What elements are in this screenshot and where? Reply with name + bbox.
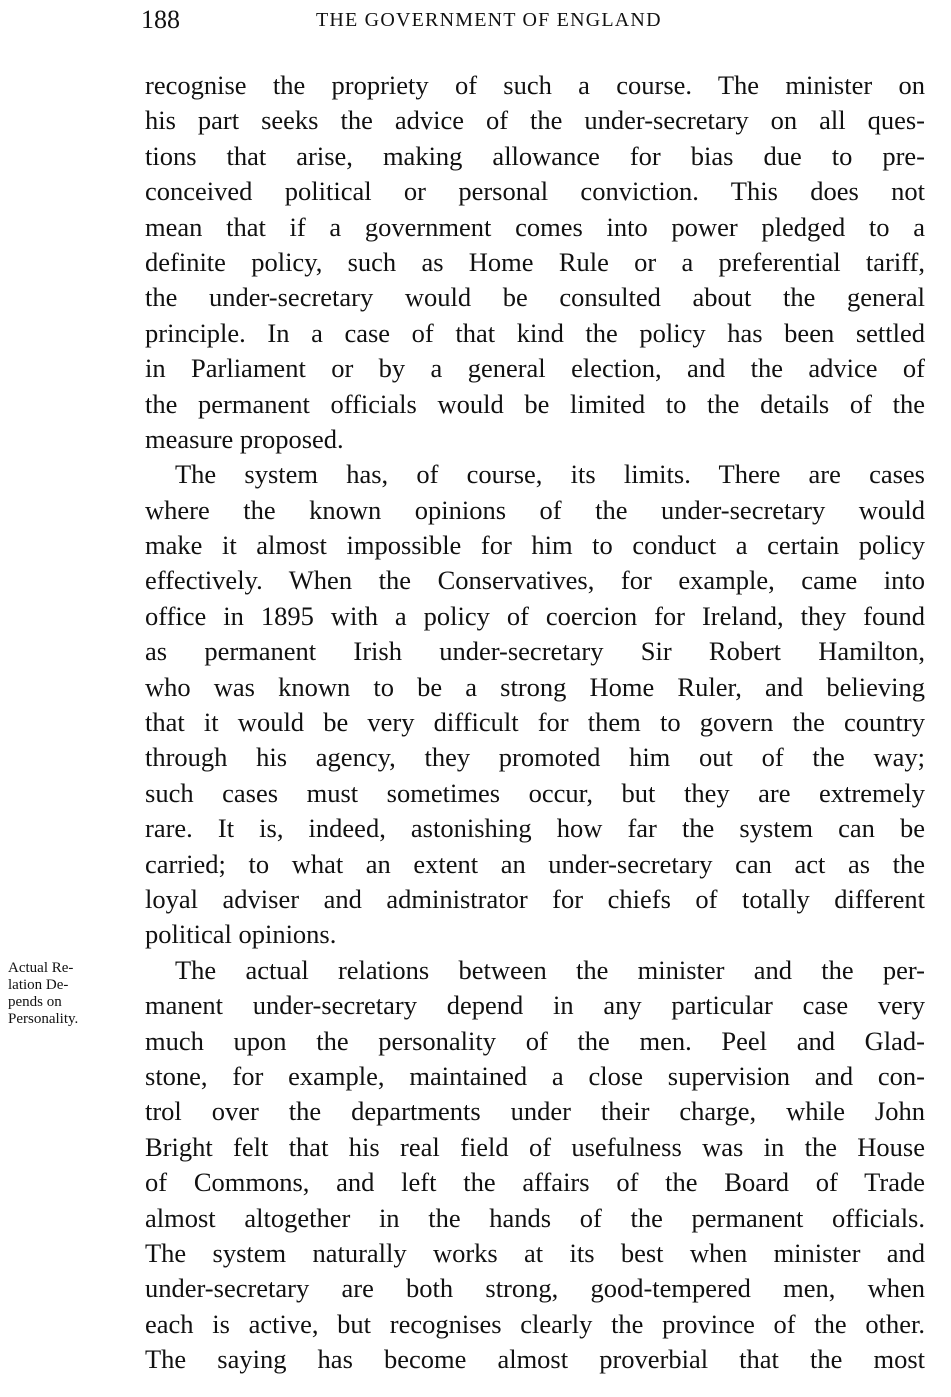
text-line: almost altogether in the hands of the permanent officials. xyxy=(145,1202,925,1233)
text-line: tions that arise, making allowance for bias due to pre- xyxy=(145,140,925,171)
text-line: such cases must sometimes occur, but they are extremely xyxy=(145,777,925,808)
text-line: The saying has become almost proverbial that the most xyxy=(145,1344,925,1375)
text-line: recognise the propriety of such a course. The minister on xyxy=(145,70,925,100)
text-line: the under-secretary would be consulted about the general xyxy=(145,282,925,313)
running-head xyxy=(0,2,951,38)
text-line: conceived political or personal conviction. This does not xyxy=(145,176,925,207)
text-line: effectively. When the Conservatives, for example, came into xyxy=(145,565,925,596)
text-line: political opinions. xyxy=(145,919,337,950)
text-line: Bright felt that his real field of usefulness was in the House xyxy=(145,1131,925,1162)
text-line: where the known opinions of the under-secretary would xyxy=(145,494,925,525)
text-line: office in 1895 with a policy of coercion for Ireland, they found xyxy=(145,600,925,631)
text-line: his part seeks the advice of the under-secretary on all ques- xyxy=(145,105,925,136)
text-line: measure proposed. xyxy=(145,423,344,454)
running-title: THE GOVERNMENT OF ENGLAND xyxy=(316,9,662,31)
text-line: The actual relations between the minister and the per- xyxy=(175,954,925,985)
text-line: rare. It is, indeed, astonishing how far the system can be xyxy=(145,813,925,844)
text-line: trol over the departments under their charge, while John xyxy=(145,1096,925,1127)
text-line: much upon the personality of the men. Peel and Glad- xyxy=(145,1025,925,1056)
margin-note xyxy=(8,960,136,1028)
margin-note-line: Actual Re- xyxy=(8,960,74,976)
text-line: loyal adviser and administrator for chiefs of totally different xyxy=(145,883,925,914)
text-line: of Commons, and left the affairs of the Board of Trade xyxy=(145,1167,925,1198)
text-line: The system has, of course, its limits. There are cases xyxy=(175,459,925,490)
text-line: principle. In a case of that kind the policy has been settled xyxy=(145,317,925,348)
margin-note-line: pends on xyxy=(8,994,62,1010)
margin-note-line: Personality. xyxy=(8,1011,79,1027)
text-line: make it almost impossible for him to conduct a certain policy xyxy=(145,530,925,561)
text-line: who was known to be a strong Home Ruler, and believing xyxy=(145,671,925,702)
text-line: stone, for example, maintained a close supervision and con- xyxy=(145,1060,925,1091)
text-line: through his agency, they promoted him out of the way; xyxy=(145,742,925,773)
text-line: under-secretary are both strong, good-tempered men, when xyxy=(145,1273,925,1304)
text-line: manent under-secretary depend in any particular case very xyxy=(145,990,925,1021)
text-line: the permanent officials would be limited to the details of the xyxy=(145,388,925,419)
text-line: The system naturally works at its best when minister and xyxy=(145,1237,925,1268)
text-line: in Parliament or by a general election, and the advice of xyxy=(145,353,925,384)
text-line: definite policy, such as Home Rule or a preferential tariff, xyxy=(145,246,925,277)
text-line: each is active, but recognises clearly the province of the other. xyxy=(145,1308,925,1339)
text-line: as permanent Irish under-secretary Sir Robert Hamilton, xyxy=(145,636,925,667)
margin-note-line: lation De- xyxy=(8,977,69,993)
text-line: carried; to what an extent an under-secretary can act as the xyxy=(145,848,925,879)
text-line: that it would be very difficult for them to govern the country xyxy=(145,707,925,738)
body-text xyxy=(145,68,925,1377)
text-line: mean that if a government comes into power pledged to a xyxy=(145,211,925,242)
page-number: 188 xyxy=(141,5,180,34)
